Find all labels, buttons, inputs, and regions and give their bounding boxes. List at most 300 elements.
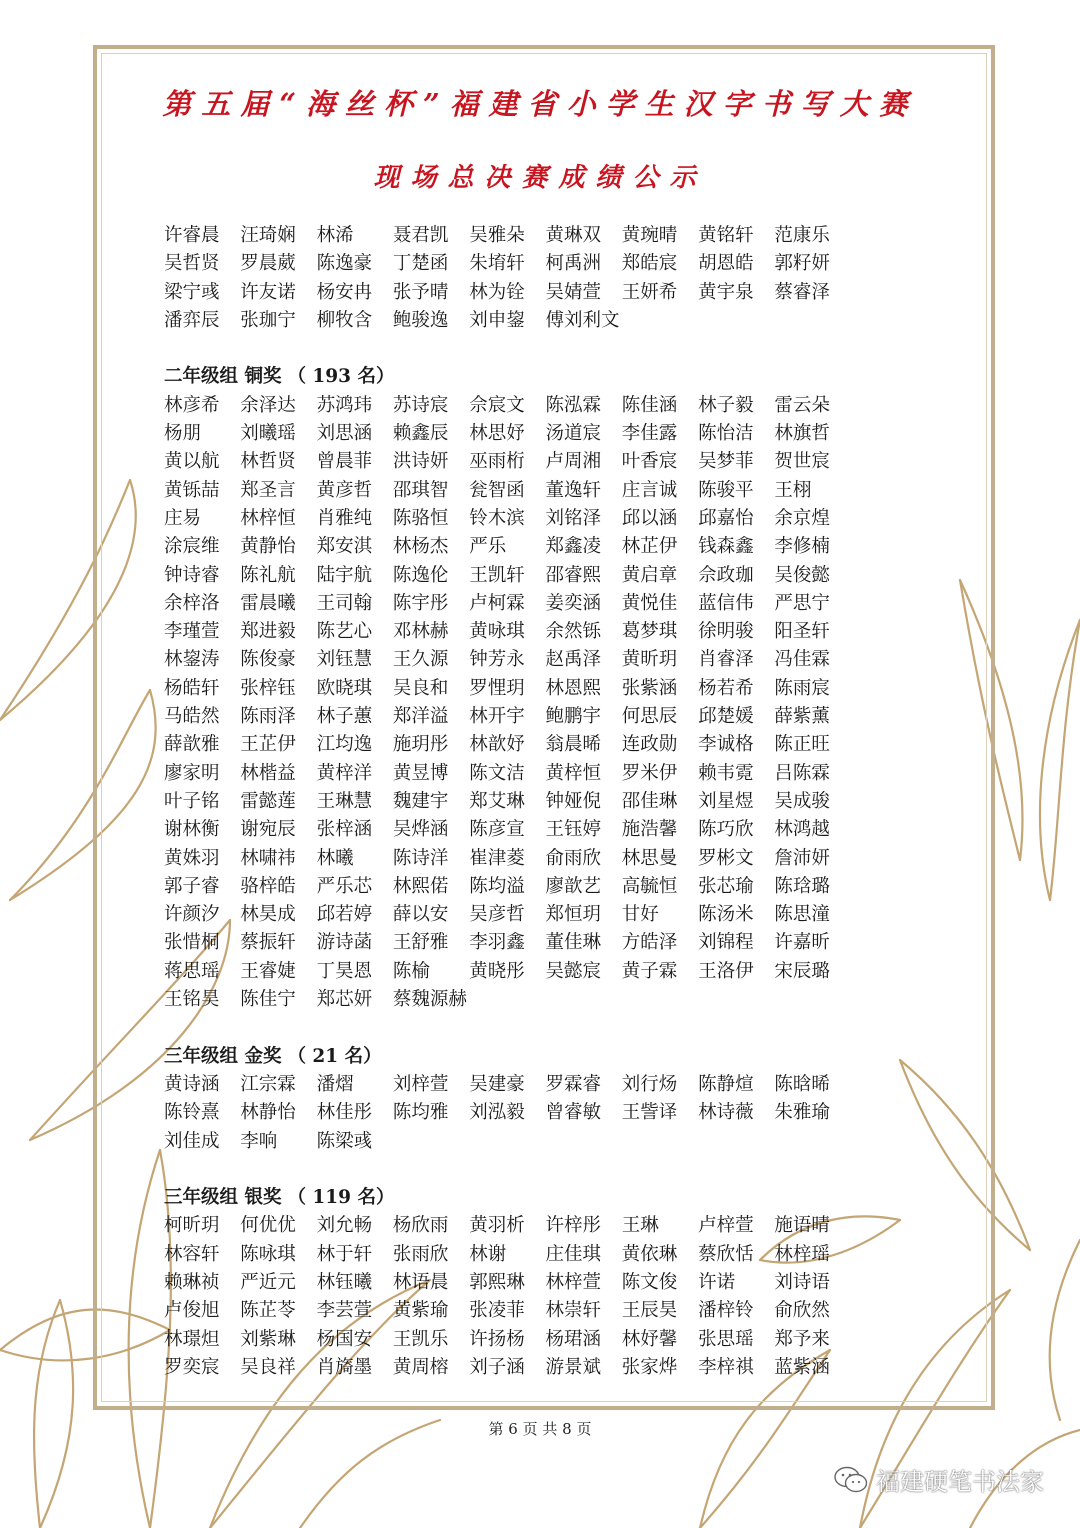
watermark bbox=[834, 1462, 1044, 1497]
student-name: 黄依琳 bbox=[621, 1243, 678, 1265]
student-name: 刘锦程 bbox=[698, 932, 754, 954]
student-name: 李羽鑫 bbox=[469, 932, 525, 954]
student-name: 林容轩 bbox=[164, 1243, 220, 1265]
student-name: 郑艾琳 bbox=[469, 790, 525, 812]
student-name: 罗奕宸 bbox=[164, 1356, 220, 1378]
student-name: 林旗哲 bbox=[774, 423, 830, 445]
section-title bbox=[164, 1043, 864, 1071]
student-name: 郭熙琳 bbox=[469, 1271, 525, 1293]
student-name: 施玥彤 bbox=[392, 734, 449, 756]
name-list bbox=[164, 1071, 864, 1156]
student-name: 钱森鑫 bbox=[698, 536, 754, 558]
page-title: 第五届“海丝杯”福建省小学生汉字书写大赛 bbox=[162, 87, 918, 121]
section-title-text: 三年级组 金奖 bbox=[164, 1045, 282, 1067]
student-name: 许扬杨 bbox=[469, 1328, 525, 1350]
student-name: 刘泓毅 bbox=[469, 1102, 525, 1124]
student-name: 连政勋 bbox=[621, 734, 678, 756]
student-name: 郑皓宸 bbox=[621, 253, 678, 275]
student-name: 黄铭轩 bbox=[698, 225, 754, 246]
student-name: 王妍希 bbox=[621, 281, 678, 303]
student-name: 黄昱博 bbox=[392, 762, 449, 784]
student-name: 黄晓彤 bbox=[469, 960, 525, 982]
student-name: 刘行炀 bbox=[621, 1073, 678, 1095]
student-name: 王琳慧 bbox=[316, 790, 373, 812]
student-name: 蒋思瑶 bbox=[164, 960, 220, 982]
student-name: 林彦希 bbox=[164, 394, 220, 416]
student-name: 钟芳永 bbox=[469, 649, 525, 671]
student-name: 赖韦霓 bbox=[698, 762, 754, 784]
student-name: 何思辰 bbox=[621, 706, 678, 728]
student-name: 林静怡 bbox=[240, 1102, 296, 1124]
student-name: 卢梓萱 bbox=[698, 1215, 754, 1237]
student-name: 王铭昊 bbox=[164, 989, 220, 1011]
student-name: 陈骆恒 bbox=[392, 507, 449, 529]
student-name: 林佳彤 bbox=[316, 1102, 373, 1124]
student-name: 吴建豪 bbox=[469, 1073, 525, 1095]
student-name: 吴梦菲 bbox=[698, 451, 754, 473]
student-name: 陈梁彧 bbox=[316, 1130, 373, 1152]
student-name: 赖琳祯 bbox=[164, 1271, 220, 1293]
student-name: 王栩 bbox=[774, 479, 812, 501]
student-name: 杨安冉 bbox=[316, 281, 373, 303]
student-name: 丁昊恩 bbox=[316, 960, 373, 982]
student-name: 黄周榕 bbox=[392, 1356, 449, 1378]
student-name: 李梓祺 bbox=[698, 1356, 754, 1378]
student-name: 陈佳涵 bbox=[621, 394, 678, 416]
student-name: 郑进毅 bbox=[240, 621, 296, 643]
student-name: 陈佳宁 bbox=[240, 989, 296, 1011]
student-name: 铃木滨 bbox=[469, 507, 525, 529]
student-name: 邱以涵 bbox=[621, 507, 678, 529]
student-name: 罗悝玥 bbox=[469, 677, 525, 699]
student-name: 杨珺涵 bbox=[545, 1328, 601, 1350]
student-name: 王洛伊 bbox=[698, 960, 754, 982]
student-name: 杨皓轩 bbox=[164, 677, 220, 699]
student-name: 林思曼 bbox=[621, 847, 678, 869]
student-name: 王訾译 bbox=[621, 1102, 678, 1124]
student-name: 江均逸 bbox=[316, 734, 373, 756]
student-name: 黄彦哲 bbox=[316, 479, 373, 501]
student-name: 郑洋溢 bbox=[392, 706, 449, 728]
student-name: 陈骏平 bbox=[698, 479, 754, 501]
student-name: 庄易 bbox=[164, 507, 202, 529]
student-name: 雷懿莲 bbox=[240, 790, 296, 812]
student-name: 黄琳双 bbox=[545, 225, 601, 246]
student-name: 卢柯霖 bbox=[469, 592, 525, 614]
student-name: 吕陈霖 bbox=[774, 762, 830, 784]
section-count: （ 193 名） bbox=[287, 366, 395, 388]
student-name: 冯佳霖 bbox=[774, 649, 830, 671]
student-name: 刘思涵 bbox=[316, 423, 373, 445]
student-name: 吴雅朵 bbox=[469, 225, 525, 246]
student-name: 俞雨欣 bbox=[545, 847, 601, 869]
student-name: 潘熠 bbox=[316, 1073, 354, 1095]
student-name: 李诚格 bbox=[698, 734, 754, 756]
student-name: 黄紫瑜 bbox=[392, 1300, 449, 1322]
student-name: 董逸轩 bbox=[545, 479, 601, 501]
student-name: 黄梓洋 bbox=[316, 762, 373, 784]
student-name: 柯昕玥 bbox=[164, 1215, 220, 1237]
student-name: 林谢 bbox=[469, 1243, 507, 1265]
student-name: 薛紫薰 bbox=[774, 706, 830, 728]
student-name: 林子毅 bbox=[698, 394, 754, 416]
student-name: 张凌菲 bbox=[469, 1300, 525, 1322]
student-name: 林梓恒 bbox=[240, 507, 296, 529]
student-name: 赵禹泽 bbox=[545, 649, 601, 671]
student-name: 董佳琳 bbox=[545, 932, 601, 954]
name-list bbox=[164, 392, 864, 1015]
student-name: 吴哲贤 bbox=[164, 253, 220, 275]
student-name: 郑予来 bbox=[774, 1328, 830, 1350]
student-name: 郑芯妍 bbox=[316, 989, 373, 1011]
student-name: 严近元 bbox=[240, 1271, 296, 1293]
student-name: 张惜桐 bbox=[164, 932, 220, 954]
student-name: 王司翰 bbox=[316, 592, 373, 614]
student-name: 严乐芯 bbox=[316, 875, 373, 897]
student-name: 俞欣然 bbox=[774, 1300, 830, 1322]
student-name: 廖家明 bbox=[164, 762, 220, 784]
student-name: 薛歆雅 bbox=[164, 734, 220, 756]
student-name: 赖鑫辰 bbox=[392, 423, 449, 445]
student-name: 雷晨曦 bbox=[240, 592, 296, 614]
student-name: 吴婧萱 bbox=[545, 281, 601, 303]
student-name: 吴良和 bbox=[392, 677, 449, 699]
student-name: 林开宇 bbox=[469, 706, 525, 728]
student-name: 佘政珈 bbox=[698, 564, 754, 586]
student-name: 方皓泽 bbox=[621, 932, 678, 954]
student-name: 曾睿敏 bbox=[545, 1102, 601, 1124]
student-name: 陈正旺 bbox=[774, 734, 830, 756]
student-name: 黄琬晴 bbox=[621, 225, 678, 246]
student-name: 王凯乐 bbox=[392, 1328, 449, 1350]
student-name: 陈彦宣 bbox=[469, 819, 525, 841]
student-name: 翁晨晞 bbox=[545, 734, 601, 756]
student-name: 林昊成 bbox=[240, 904, 296, 926]
student-name: 蔡欣恬 bbox=[698, 1243, 754, 1265]
student-name: 陈逸豪 bbox=[316, 253, 373, 275]
student-name: 陆宇航 bbox=[316, 564, 373, 586]
student-name: 鲍鹏宇 bbox=[545, 706, 601, 728]
student-name: 林恩熙 bbox=[545, 677, 601, 699]
student-name: 郭籽妍 bbox=[774, 253, 830, 275]
student-name: 巫雨桁 bbox=[469, 451, 525, 473]
student-name: 葛梦琪 bbox=[621, 621, 678, 643]
student-name: 林梓瑶 bbox=[774, 1243, 830, 1265]
student-name: 吴俊懿 bbox=[774, 564, 830, 586]
student-name: 许嘉昕 bbox=[774, 932, 830, 954]
student-name: 罗彬文 bbox=[698, 847, 754, 869]
student-name: 林啸祎 bbox=[240, 847, 296, 869]
student-name: 邱若婷 bbox=[316, 904, 373, 926]
student-name: 余然铄 bbox=[545, 621, 601, 643]
student-name: 刘允畅 bbox=[316, 1215, 373, 1237]
student-name: 刘申鋆 bbox=[469, 309, 525, 331]
student-name: 郭子睿 bbox=[164, 875, 220, 897]
student-name: 黄悦佳 bbox=[621, 592, 678, 614]
student-name: 许梓彤 bbox=[545, 1215, 601, 1237]
student-name: 薛以安 bbox=[392, 904, 449, 926]
student-name: 陈艺心 bbox=[316, 621, 373, 643]
student-name: 林钰曦 bbox=[316, 1271, 373, 1293]
student-name: 黄咏琪 bbox=[469, 621, 525, 643]
student-name: 陈芷苓 bbox=[240, 1300, 296, 1322]
student-name: 陈巧欣 bbox=[698, 819, 754, 841]
student-name: 蔡魏源赫 bbox=[392, 989, 467, 1011]
student-name: 邱楚媛 bbox=[698, 706, 754, 728]
student-name: 鲍骏逸 bbox=[392, 309, 449, 331]
student-name: 梁宁彧 bbox=[164, 281, 220, 303]
student-name: 林思妤 bbox=[469, 423, 525, 445]
page-subtitle: 现场总决赛成绩公示 bbox=[373, 163, 707, 193]
student-name: 卢俊旭 bbox=[164, 1300, 220, 1322]
student-name: 郑鑫凌 bbox=[545, 536, 601, 558]
student-name: 谢林衡 bbox=[164, 819, 220, 841]
student-name: 王辰昊 bbox=[621, 1300, 678, 1322]
student-name: 张珈宁 bbox=[240, 309, 296, 331]
student-name: 杨若希 bbox=[698, 677, 754, 699]
student-name: 刘诗语 bbox=[774, 1271, 830, 1293]
student-name: 邱嘉怡 bbox=[698, 507, 754, 529]
student-name: 许睿晨 bbox=[164, 225, 220, 246]
student-name: 王凯轩 bbox=[469, 564, 525, 586]
student-name: 胡恩皓 bbox=[698, 253, 754, 275]
student-name: 罗晨葳 bbox=[240, 253, 296, 275]
student-name: 高毓恒 bbox=[621, 875, 678, 897]
student-name: 刘紫琳 bbox=[240, 1328, 296, 1350]
student-name: 刘梓萱 bbox=[392, 1073, 449, 1095]
student-name: 汤道宸 bbox=[545, 423, 601, 445]
student-name: 邵佳琳 bbox=[621, 790, 678, 812]
student-name: 吴懿宸 bbox=[545, 960, 601, 982]
student-name: 张予晴 bbox=[392, 281, 449, 303]
student-name: 涂宸维 bbox=[164, 536, 220, 558]
student-name: 陈静煊 bbox=[698, 1073, 754, 1095]
student-name: 王钰婷 bbox=[545, 819, 601, 841]
student-name: 汪琦娴 bbox=[240, 225, 296, 246]
student-name: 马皓然 bbox=[164, 706, 220, 728]
student-name: 陈文俊 bbox=[621, 1271, 678, 1293]
student-name: 施浩馨 bbox=[621, 819, 678, 841]
student-name: 钟诗睿 bbox=[164, 564, 220, 586]
student-name: 陈礼航 bbox=[240, 564, 296, 586]
student-name: 张思瑶 bbox=[698, 1328, 754, 1350]
student-name: 张家烨 bbox=[621, 1356, 678, 1378]
student-name: 钟娅倪 bbox=[545, 790, 601, 812]
student-name: 林璟炟 bbox=[164, 1328, 220, 1350]
student-name: 王芷伊 bbox=[240, 734, 296, 756]
student-name: 黄诗涵 bbox=[164, 1073, 220, 1095]
student-name: 林语晨 bbox=[392, 1271, 449, 1293]
student-name: 余京煌 bbox=[774, 507, 830, 529]
student-name: 张芯瑜 bbox=[698, 875, 754, 897]
student-name: 曾晨菲 bbox=[316, 451, 373, 473]
student-name: 苏诗宸 bbox=[392, 394, 449, 416]
name-list bbox=[164, 1212, 864, 1382]
student-name: 黄铄喆 bbox=[164, 479, 220, 501]
student-name: 姜奕涵 bbox=[545, 592, 601, 614]
student-name: 陈雨宸 bbox=[774, 677, 830, 699]
student-name: 郑圣言 bbox=[240, 479, 296, 501]
student-name: 余梓洛 bbox=[164, 592, 220, 614]
student-name: 丁楚函 bbox=[392, 253, 449, 275]
page-number: 第 6 页 共 8 页 bbox=[488, 1420, 592, 1438]
student-name: 陈俊豪 bbox=[240, 649, 296, 671]
student-name: 刘子涵 bbox=[469, 1356, 525, 1378]
student-name: 严乐 bbox=[469, 536, 507, 558]
student-name: 吴烨涵 bbox=[392, 819, 449, 841]
student-name: 林妤馨 bbox=[621, 1328, 678, 1350]
student-name: 欧晓琪 bbox=[316, 677, 373, 699]
student-name: 吴成骏 bbox=[774, 790, 830, 812]
student-name: 陈均雅 bbox=[392, 1102, 449, 1124]
student-name: 林为铨 bbox=[469, 281, 525, 303]
student-name: 蔡振轩 bbox=[240, 932, 296, 954]
student-name: 黄宇泉 bbox=[698, 281, 754, 303]
student-name: 陈晗晞 bbox=[774, 1073, 830, 1095]
student-name: 游诗菡 bbox=[316, 932, 373, 954]
student-name: 陈宇彤 bbox=[392, 592, 449, 614]
student-name: 肖雅纯 bbox=[316, 507, 373, 529]
student-name: 林熙偌 bbox=[392, 875, 449, 897]
student-name: 肖旖墨 bbox=[316, 1356, 373, 1378]
student-name: 邵睿熙 bbox=[545, 564, 601, 586]
student-name: 刘钰慧 bbox=[316, 649, 373, 671]
student-name: 林浠 bbox=[316, 225, 354, 246]
student-name: 黄昕玥 bbox=[621, 649, 678, 671]
student-name: 贺世宸 bbox=[774, 451, 830, 473]
student-name: 李佳露 bbox=[621, 423, 678, 445]
student-name: 何优优 bbox=[240, 1215, 296, 1237]
student-name: 黄子霖 bbox=[621, 960, 678, 982]
student-name: 瓮智函 bbox=[469, 479, 525, 501]
student-name: 王睿婕 bbox=[240, 960, 296, 982]
student-name: 李瑾萱 bbox=[164, 621, 220, 643]
student-name: 黄以航 bbox=[164, 451, 220, 473]
student-name: 吴良祥 bbox=[240, 1356, 296, 1378]
student-name: 苏鸿玮 bbox=[316, 394, 373, 416]
student-name: 李芸萱 bbox=[316, 1300, 373, 1322]
wechat-icon bbox=[834, 1466, 868, 1494]
student-name: 王舒雅 bbox=[392, 932, 449, 954]
student-name: 罗霖睿 bbox=[545, 1073, 601, 1095]
student-name: 刘佳成 bbox=[164, 1130, 220, 1152]
student-name: 朱堉轩 bbox=[469, 253, 525, 275]
student-name: 林于轩 bbox=[316, 1243, 373, 1265]
student-name: 吴彦哲 bbox=[469, 904, 525, 926]
student-name: 林诗薇 bbox=[698, 1102, 754, 1124]
student-name: 林楷益 bbox=[240, 762, 296, 784]
student-name: 严思宁 bbox=[774, 592, 830, 614]
student-name: 王久源 bbox=[392, 649, 449, 671]
student-name: 余泽达 bbox=[240, 394, 296, 416]
student-name: 谢宛辰 bbox=[240, 819, 296, 841]
student-name: 林芷伊 bbox=[621, 536, 678, 558]
student-name: 黄启章 bbox=[621, 564, 678, 586]
section-title-text: 二年级组 铜奖 bbox=[164, 366, 282, 388]
student-name: 王琳 bbox=[621, 1215, 659, 1237]
student-name: 陈泓霖 bbox=[545, 394, 601, 416]
student-name: 张雨欣 bbox=[392, 1243, 449, 1265]
student-name: 佘宸文 bbox=[469, 394, 525, 416]
section-count: （ 21 名） bbox=[287, 1045, 382, 1067]
student-name: 骆梓皓 bbox=[240, 875, 296, 897]
student-name: 朱雅瑜 bbox=[774, 1102, 830, 1124]
student-name: 张梓涵 bbox=[316, 819, 373, 841]
student-name: 陈琀璐 bbox=[774, 875, 830, 897]
student-name: 林鋆涛 bbox=[164, 649, 220, 671]
student-name: 詹沛妍 bbox=[774, 847, 830, 869]
student-name: 黄姝羽 bbox=[164, 847, 220, 869]
student-name: 陈均溢 bbox=[469, 875, 525, 897]
student-name: 卢周湘 bbox=[545, 451, 601, 473]
student-name: 杨朋 bbox=[164, 423, 202, 445]
student-name: 陈诗洋 bbox=[392, 847, 449, 869]
student-name: 张紫涵 bbox=[621, 677, 678, 699]
student-name: 蔡睿泽 bbox=[774, 281, 830, 303]
watermark-text: 福建硬笔书法家 bbox=[876, 1468, 1044, 1496]
student-name: 陈文洁 bbox=[469, 762, 525, 784]
student-name: 魏建宇 bbox=[392, 790, 449, 812]
student-name: 刘曦瑶 bbox=[240, 423, 296, 445]
student-name: 黄梓恒 bbox=[545, 762, 601, 784]
student-name: 林崇轩 bbox=[545, 1300, 601, 1322]
section-title bbox=[164, 363, 864, 391]
student-name: 陈雨泽 bbox=[240, 706, 296, 728]
student-name: 傅刘利文 bbox=[545, 309, 620, 331]
section-title-text: 三年级组 银奖 bbox=[164, 1187, 282, 1209]
student-name: 李修楠 bbox=[774, 536, 830, 558]
student-name: 林鸿越 bbox=[774, 819, 830, 841]
student-name: 刘星煜 bbox=[698, 790, 754, 812]
student-name: 阳圣轩 bbox=[774, 621, 830, 643]
student-name: 蓝紫涵 bbox=[774, 1356, 830, 1378]
student-name: 潘梓铃 bbox=[698, 1300, 754, 1322]
student-name: 李响 bbox=[240, 1130, 278, 1152]
student-name: 林曦 bbox=[316, 847, 354, 869]
student-name: 林哲贤 bbox=[240, 451, 296, 473]
student-name: 黄静怡 bbox=[240, 536, 296, 558]
student-name: 许诺 bbox=[698, 1271, 736, 1293]
student-name: 庄言诚 bbox=[621, 479, 678, 501]
student-name: 崔津菱 bbox=[469, 847, 525, 869]
name-list bbox=[164, 222, 864, 335]
student-name: 郑安淇 bbox=[316, 536, 373, 558]
student-name: 游景斌 bbox=[545, 1356, 601, 1378]
section-count: （ 119 名） bbox=[287, 1187, 395, 1209]
student-name: 陈铃熹 bbox=[164, 1102, 220, 1124]
student-name: 郑恒玥 bbox=[545, 904, 601, 926]
student-name: 邵琪智 bbox=[392, 479, 449, 501]
student-name: 林梓萱 bbox=[545, 1271, 601, 1293]
student-name: 张梓钰 bbox=[240, 677, 296, 699]
student-name: 蓝信伟 bbox=[698, 592, 754, 614]
student-name: 潘弈辰 bbox=[164, 309, 220, 331]
student-name: 黄羽析 bbox=[469, 1215, 525, 1237]
student-name: 叶子铭 bbox=[164, 790, 220, 812]
student-name: 林杨杰 bbox=[392, 536, 449, 558]
student-name: 陈汤米 bbox=[698, 904, 754, 926]
student-name: 柯禹洲 bbox=[545, 253, 601, 275]
student-name: 洪诗妍 bbox=[392, 451, 449, 473]
student-name: 雷云朵 bbox=[774, 394, 830, 416]
student-name: 肖睿泽 bbox=[698, 649, 754, 671]
student-name: 许颜汐 bbox=[164, 904, 220, 926]
student-name: 陈咏琪 bbox=[240, 1243, 296, 1265]
student-name: 陈思潼 bbox=[774, 904, 830, 926]
student-name: 廖歆艺 bbox=[545, 875, 601, 897]
student-name: 陈榆 bbox=[392, 960, 430, 982]
section-title bbox=[164, 1184, 864, 1212]
